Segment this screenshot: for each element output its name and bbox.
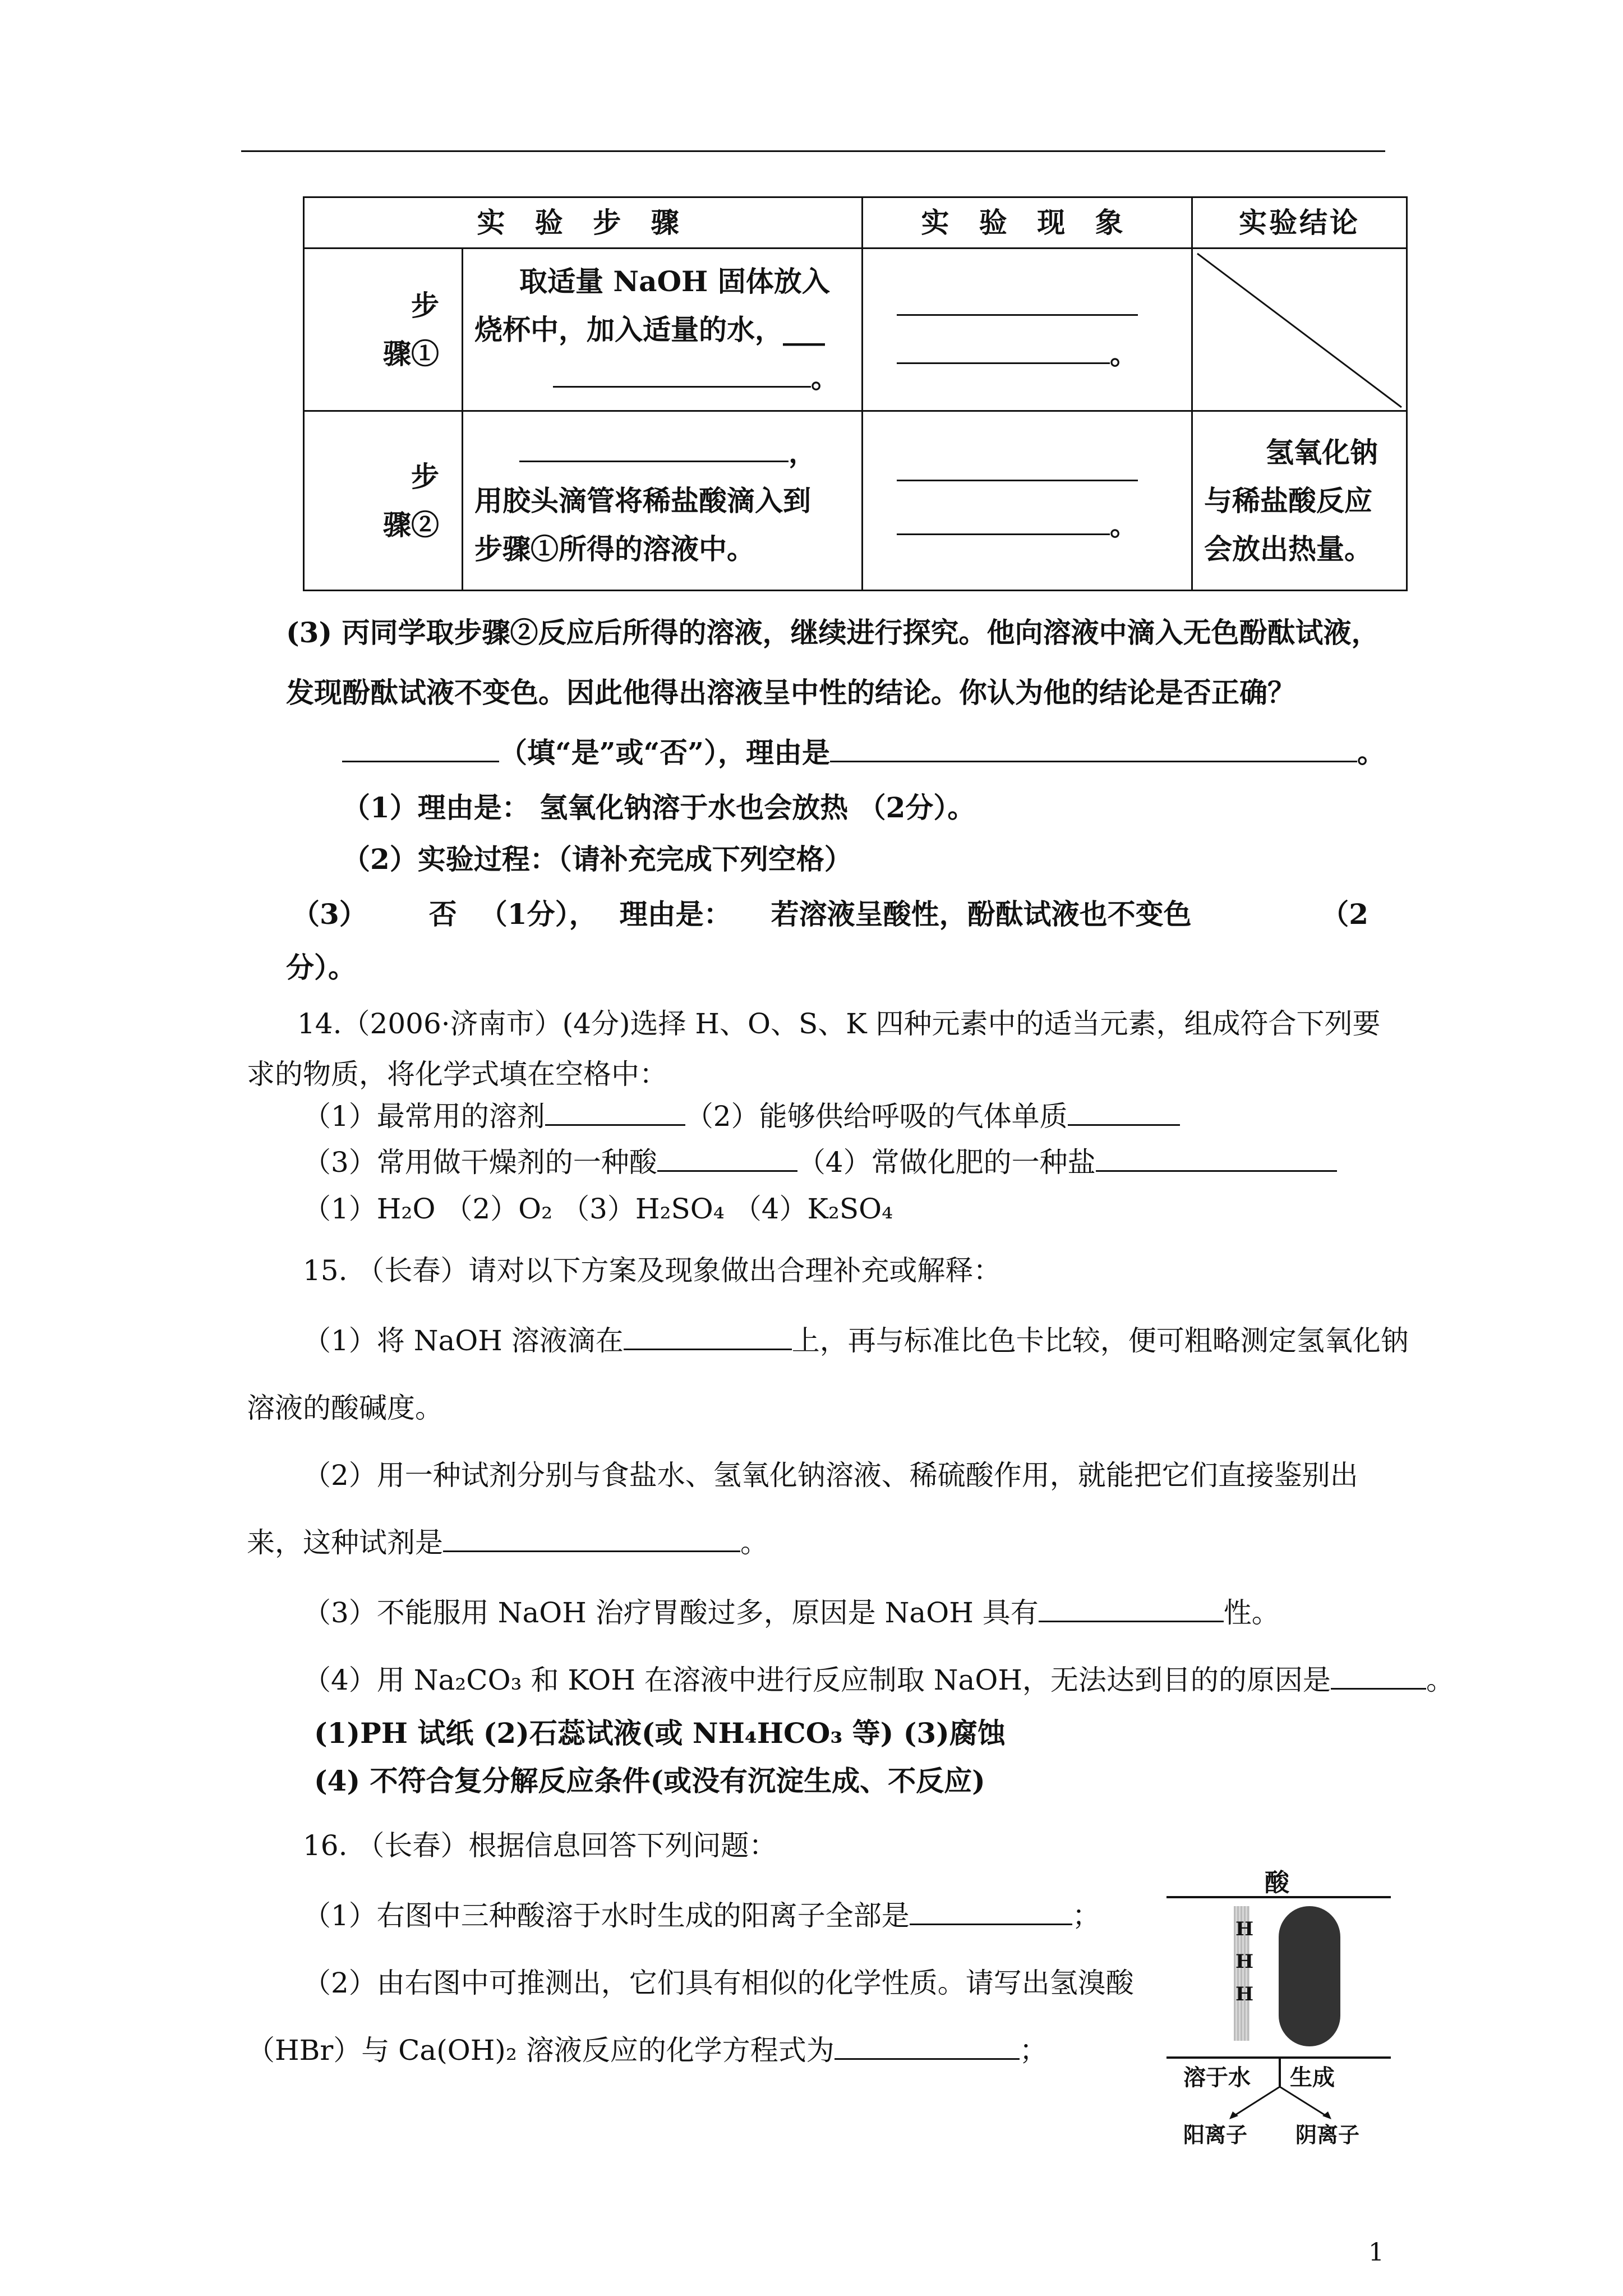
q15-title: 15. （长春）请对以下方案及现象做出合理补充或解释：: [303, 1254, 1002, 1287]
q14-parts34: （3）常用做干燥剂的一种酸 （4）常做化肥的一种盐: [303, 1145, 1337, 1179]
step-line: 取适量 NaOH 固体放入: [519, 264, 830, 298]
table-header-phenomenon: 实 验 现 象: [863, 197, 1192, 249]
figure-top-rule: [1166, 1896, 1391, 1898]
q13-answer1: （1）理由是： 氢氧化钠溶于水也会放热 （2分）。: [342, 791, 976, 824]
period: 。: [1110, 337, 1138, 371]
figure-right-label: 生成: [1290, 2064, 1335, 2091]
q16-part2: （2）由右图中可推测出，它们具有相似的化学性质。请写出氢溴酸: [303, 1967, 1134, 1999]
step-line: 烧杯中，加入适量的水，___: [474, 312, 825, 346]
diagonal-slash: [1193, 249, 1406, 412]
blank-line[interactable]: [897, 289, 1138, 316]
q15-answer2: (4) 不符合复分解反应条件(或没有沉淀生成、不反应): [314, 1764, 985, 1797]
row-label-a: 步: [411, 288, 439, 322]
figure-out-left: 阳离子: [1183, 2122, 1248, 2147]
q13-answer2: （2）实验过程：（请补充完成下列空格）: [342, 843, 852, 876]
period: 。: [1110, 508, 1138, 542]
header-rule: [241, 150, 1385, 152]
blank-line[interactable]: [519, 436, 789, 462]
conclusion-line: 会放出热量。: [1204, 532, 1372, 565]
figure-ions: H H H: [1235, 1918, 1254, 2005]
table-phenomenon-cell: [863, 411, 1192, 591]
acid-figure: [1166, 1862, 1391, 2147]
blank-line[interactable]: [897, 455, 1138, 481]
q15-part2-cont: 来，这种试剂是 。: [247, 1526, 768, 1559]
table-conclusion-cell-empty: [1192, 249, 1407, 411]
conclusion-line: 氢氧化钠: [1266, 435, 1378, 469]
blank-line[interactable]: [1096, 1145, 1337, 1172]
q14-parts12: （1）最常用的溶剂 （2）能够供给呼吸的气体单质: [303, 1099, 1180, 1133]
row-label-b: 骤②: [383, 508, 439, 541]
q15-part1: （1）将 NaOH 溶液滴在 上，再与标准比色卡比较，便可粗略测定氢氧化钠: [303, 1324, 1409, 1357]
blank-line[interactable]: [624, 1324, 792, 1350]
row-label-b: 骤①: [383, 337, 439, 370]
figure-capsule: [1279, 1906, 1340, 2046]
q16-part1: （1）右图中三种酸溶于水时生成的阳离子全部是 ；: [303, 1899, 1100, 1932]
blank-line[interactable]: [545, 1099, 685, 1126]
q16-title: 16. （长春）根据信息回答下列问题：: [303, 1829, 777, 1862]
blank-line[interactable]: [830, 736, 1357, 762]
table-conclusion-cell: [1192, 411, 1407, 591]
step-line: 步骤①所得的溶液中。: [474, 532, 755, 565]
figure-arrows: [1166, 2087, 1391, 2120]
blank-line[interactable]: [1068, 1099, 1180, 1126]
blank-line[interactable]: [1039, 1596, 1224, 1622]
blank-line[interactable]: [553, 361, 811, 388]
q15-part4: （4）用 Na₂CO₃ 和 KOH 在溶液中进行反应制取 NaOH，无法达到目的的原因是 。: [303, 1664, 1454, 1696]
table-row-label: [304, 411, 463, 591]
row-label-a: 步: [411, 459, 439, 493]
blank-line[interactable]: [657, 1145, 797, 1172]
blank-line[interactable]: [834, 2033, 1020, 2060]
figure-left-label: 溶于水: [1183, 2064, 1251, 2091]
step-line: ，: [789, 435, 817, 469]
table-step-cell: [463, 249, 863, 411]
table-header-steps: 实 验 步 骤: [304, 197, 863, 249]
q13-part3-line2: 发现酚酞试液不变色。因此他得出溶液呈中性的结论。你认为他的结论是否正确？: [286, 676, 1295, 709]
q13-answer3-cont: 分）。: [286, 951, 356, 984]
figure-title: 酸: [1265, 1869, 1289, 1897]
table-row-label: [304, 249, 463, 411]
blank-line[interactable]: [443, 1526, 740, 1552]
q13-answer3: （3） 否 （1分）， 理由是： 若溶液呈酸性，酚酞试液也不变色 （2: [292, 898, 1368, 931]
figure-divider: [1279, 2056, 1281, 2088]
q13-part3-line1: (3) 丙同学取步骤②反应后所得的溶液，继续进行探究。他向溶液中滴入无色酚酞试液，: [286, 616, 1380, 649]
blank-line[interactable]: [897, 338, 1110, 364]
page-number: 1: [1368, 2238, 1384, 2267]
conclusion-line: 与稀盐酸反应: [1204, 484, 1372, 517]
experiment-table: [303, 196, 1408, 591]
blank-line[interactable]: [897, 509, 1110, 535]
step-line: 。: [811, 361, 839, 394]
blank-line[interactable]: [910, 1899, 1072, 1925]
q16-part2-cont: （HBr）与 Ca(OH)₂ 溶液反应的化学方程式为 ；: [247, 2034, 1048, 2067]
q15-answer1: (1)PH 试纸 (2)石蕊试液(或 NH₄HCO₃ 等) (3)腐蚀: [314, 1717, 1006, 1750]
blank-line[interactable]: [1331, 1663, 1426, 1690]
q14-line2: 求的物质，将化学式填在空格中：: [247, 1058, 667, 1091]
q13-part3-line3: （填“是”或“否”），理由是 。: [342, 736, 1385, 770]
q15-part3: （3）不能服用 NaOH 治疗胃酸过多，原因是 NaOH 具有 性。: [303, 1596, 1280, 1629]
step-line: 用胶头滴管将稀盐酸滴入到: [474, 484, 811, 517]
q15-part1-cont: 溶液的酸碱度。: [247, 1392, 443, 1424]
table-phenomenon-cell: [863, 249, 1192, 411]
table-header-conclusion: 实验结论: [1192, 197, 1407, 249]
q14-line1: 14.（2006·济南市）(4分)选择 H、O、S、K 四种元素中的适当元素，组成符合下列要: [297, 1007, 1381, 1040]
table-step-cell: [463, 411, 863, 591]
figure-out-right: 阴离子: [1295, 2122, 1360, 2147]
q15-part2: （2）用一种试剂分别与食盐水、氢氧化钠溶液、稀硫酸作用，就能把它们直接鉴别出: [303, 1459, 1358, 1492]
blank-line[interactable]: [342, 736, 499, 762]
q14-answer: （1）H₂O （2）O₂ （3）H₂SO₄ （4）K₂SO₄: [303, 1193, 893, 1225]
